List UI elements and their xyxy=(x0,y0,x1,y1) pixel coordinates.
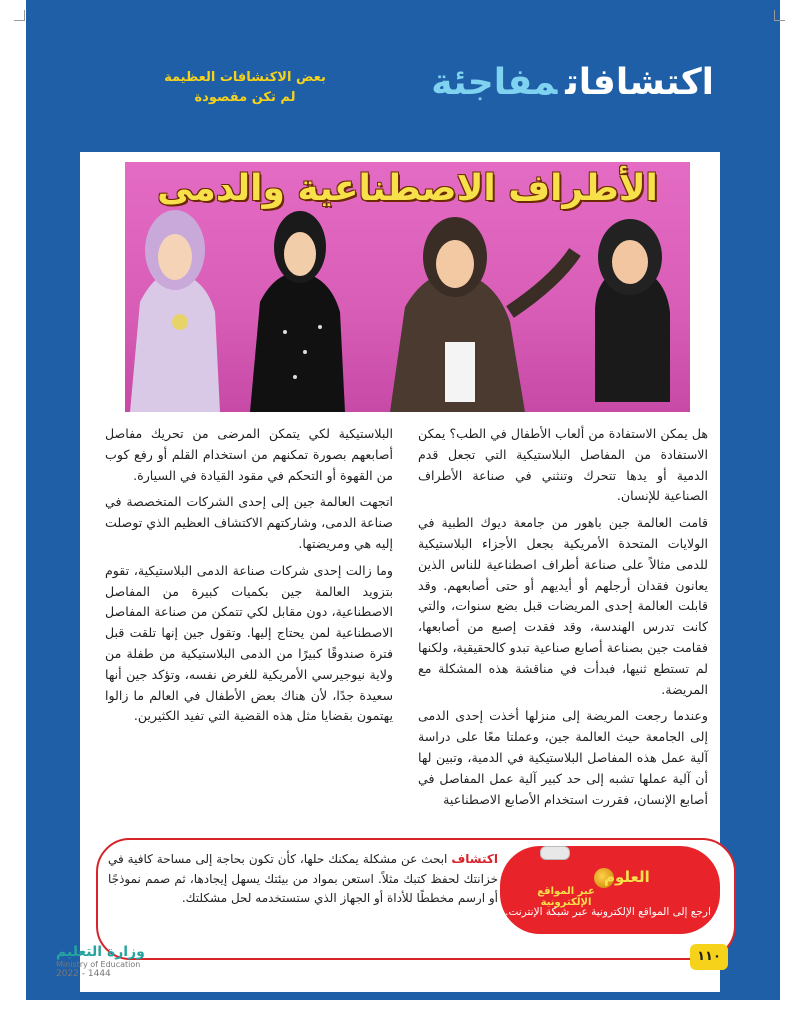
hero-title: الأطراف الاصطناعية والدمى xyxy=(157,168,658,209)
ministry-name-en: Ministry of Education xyxy=(56,960,141,969)
page-title xyxy=(431,62,714,103)
title-accent: مفاجئة xyxy=(431,62,558,103)
title-main: اكتشافات xyxy=(565,62,714,103)
doll-brown-hijab xyxy=(390,217,575,412)
paragraph: وعندما رجعت المريضة إلى منزلها أخذت إحدى الدمى إلى الجامعة حيث العالمة جين، وعملتا معًا على دراسة آلية عمل هذه المفاصل البلاستيكية في الدمية، وتبين لها أن آلية عملها تشبه إلى حد كبير آلية عمل المفاصل في أصابع الإنسان، فقررت استخدام الأصابع الاصطناعية xyxy=(418,708,708,807)
science-badge-note: ارجع إلى المواقع الإلكترونية عبر شبكة الإنترنت. xyxy=(505,906,711,918)
edition-year: 2022 - 1444 xyxy=(56,969,111,979)
activity-keyword: اكتشاف xyxy=(451,852,498,866)
paragraph: وما زالت إحدى شركات صناعة الدمى البلاستيكية، تقوم بتزويد العالمة جين بكميات كبيرة من المفاصل الاصطناعية، دون مقابل لكي تتمكن من صناعة المفاصل الاصطناعية لمن يحتاج إليها. وتقول جين إنها تلقت قبل فترة صندوقًا كبيرًا من الدمى البلاستيكية من طفلة من ولاية نيوجيرسي الأمريكية للغرض نفسه، وتؤكد جين أنها سعيدة جدًا، لأن هناك بعض الأطفال في العالم ما زالوا يهتمون بقضايا مثل هذه القضية التي تفيد الكثيرين. xyxy=(105,562,393,724)
hero-image xyxy=(125,162,690,412)
doll-black-starred xyxy=(250,211,345,412)
doll-lilac xyxy=(130,210,220,412)
crop-mark-top-right xyxy=(774,10,785,21)
crop-mark-top-left xyxy=(14,10,25,21)
activity-body: ابحث عن مشكلة يمكنك حلها، كأن تكون بحاجة إلى مساحة كافية في خزانتك لحفظ كتبك مثلاً. استعن بمواد من بيئتك يسهل إيجادها، ثم صمم نموذجًا أو ارسم مخططًا للأداة أو الجهاز الذي ستستخدمه لحل مشكلتك. xyxy=(108,852,498,905)
dolls-illustration xyxy=(125,162,690,412)
science-badge-title: العلوم xyxy=(604,868,650,886)
page-subtitle xyxy=(150,68,340,108)
computer-mouse-icon xyxy=(540,846,570,860)
science-badge-subtitle: عبر المواقع الإلكترونية xyxy=(537,886,595,908)
article-column-left xyxy=(105,424,393,733)
page-number: ١١٠ xyxy=(690,944,728,970)
paragraph: اتجهت العالمة جين إلى إحدى الشركات المتخصصة في صناعة الدمى، وشاركتهم الاكتشاف العظيم الذي توصلت إليه هي ومريضتها. xyxy=(105,494,393,551)
activity-text xyxy=(108,850,498,909)
subtitle-line-1: بعض الاكتشافات العظيمة xyxy=(164,70,326,85)
doll-black-hijab-right xyxy=(595,219,670,402)
article-column-right xyxy=(418,424,708,816)
ministry-name-ar: وزارة التعليم xyxy=(56,944,145,960)
subtitle-line-2: لم تكن مقصودة xyxy=(194,90,296,105)
ministry-logo xyxy=(56,944,156,979)
paragraph: البلاستيكية لكي يتمكن المرضى من تحريك مفاصل أصابعهم بصورة تمكنهم من استخدام القلم أو رفع كوب من القهوة أو التحكم في مقود القيادة في السيارة. xyxy=(105,426,393,483)
paragraph: قامت العالمة جين باهور من جامعة ديوك الطبية في الولايات المتحدة الأمريكية بجعل الأجزاء البلاستيكية للدمى مثالاً على صناعة أطراف اصطناعية للناس الذين يعانون فقدان أرجلهم أو أيديهم أو حتى أصابعهم. وقد قابلت العالمة إحدى المريضات قبل بضع سنوات، والتي كانت تدرس الهندسة، وقد فقدت إصبع من أصابعها، فقامت جين بصناعة أصابع صناعية تبدو كالحقيقية، ولكنها لم تستطع ثنيها، فبدأت في مناقشة هذه المشكلة مع المريضة. xyxy=(418,515,708,697)
paragraph: هل يمكن الاستفادة من ألعاب الأطفال في الطب؟ يمكن الاستفادة من المفاصل البلاستيكية التي تجعل قدم الدمية أو يدها تتحرك وتنثني في صناعة الأطراف الصناعية للإنسان. xyxy=(418,426,708,504)
